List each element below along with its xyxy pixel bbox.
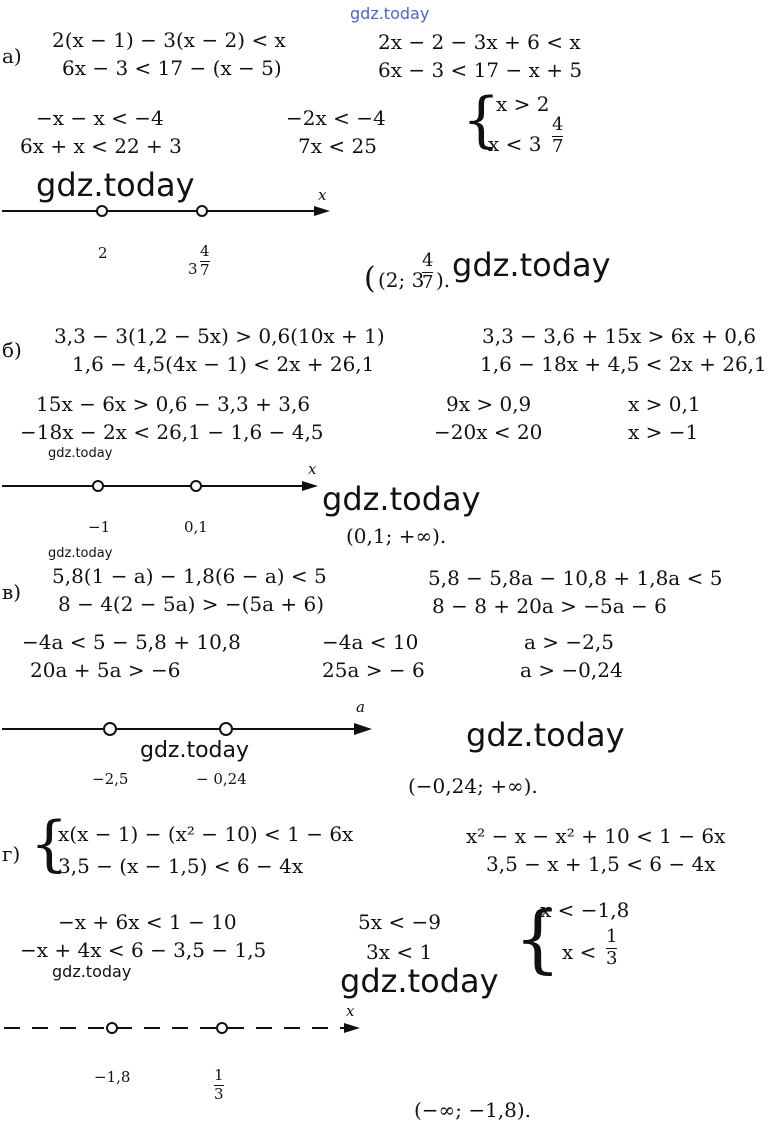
a-line-1: 2(x − 1) − 3(x − 2) < x xyxy=(52,28,286,52)
g-tick-2-num: 1 xyxy=(214,1066,224,1084)
watermark-a-2: gdz.today xyxy=(452,246,611,284)
open-point-b-1 xyxy=(93,481,103,491)
a-system-den: 7 xyxy=(552,135,564,157)
b-line-3: 3,3 − 3,6 + 15x > 6x + 0,6 xyxy=(482,324,757,348)
a-system-line-2: x < 3 xyxy=(488,132,542,156)
v-line-10: a > −0,24 xyxy=(520,658,623,682)
a-system-brace: { xyxy=(462,85,501,155)
v-tick-2: − 0,24 xyxy=(196,770,247,788)
a-answer-den: 7 xyxy=(422,271,434,293)
open-point-a-1 xyxy=(97,206,107,216)
a-answer-paren: ( xyxy=(364,261,376,296)
g-line-8: 3x < 1 xyxy=(366,940,433,964)
v-line-5: −4a < 5 − 5,8 + 10,8 xyxy=(22,630,241,654)
open-point-b-2 xyxy=(191,481,201,491)
section-v-label: в) xyxy=(2,580,22,604)
a-line-5: −x − x < −4 xyxy=(36,106,164,130)
b-axis-var: x xyxy=(308,460,317,478)
watermark-b-2: gdz.today xyxy=(322,480,481,518)
open-point-g-1 xyxy=(107,1023,117,1033)
watermark-a-1: gdz.today xyxy=(36,166,195,204)
b-line-4: 1,6 − 18x + 4,5 < 2x + 26,1 xyxy=(480,352,767,376)
a-tick-1: 2 xyxy=(98,244,108,262)
g-line-1: x(x − 1) − (x² − 10) < 1 − 6x xyxy=(58,822,354,846)
g-line-2: 3,5 − (x − 1,5) < 6 − 4x xyxy=(58,854,304,878)
a-system-line-1: x > 2 xyxy=(496,92,550,116)
g-tick-1: −1,8 xyxy=(94,1068,131,1086)
g-line-7: 5x < −9 xyxy=(358,910,441,934)
watermark-v-3: gdz.today xyxy=(140,738,250,763)
watermark-v-1: gdz.today xyxy=(48,546,113,561)
a-answer-suffix: ). xyxy=(436,268,451,292)
watermark-g-1: gdz.today xyxy=(52,962,132,981)
g-line-5: −x + 6x < 1 − 10 xyxy=(58,910,237,934)
a-line-7: −2x < −4 xyxy=(286,106,386,130)
b-line-8: −20x < 20 xyxy=(434,420,543,444)
watermark-v-2: gdz.today xyxy=(466,716,625,754)
b-line-6: −18x − 2x < 26,1 − 1,6 − 4,5 xyxy=(20,420,324,444)
g-axis-var: x xyxy=(346,1002,355,1020)
section-b-label: б) xyxy=(2,338,22,362)
a-line-2: 6x − 3 < 17 − (x − 5) xyxy=(62,56,282,80)
g-system-brace-2: { xyxy=(514,896,562,982)
a-axis-var: x xyxy=(318,186,327,204)
b-answer: (0,1; +∞). xyxy=(346,524,447,548)
v-line-6: 20a + 5a > −6 xyxy=(30,658,181,682)
v-line-9: a > −2,5 xyxy=(524,630,614,654)
arrow-a xyxy=(314,206,330,216)
arrow-b xyxy=(302,481,318,491)
b-tick-1: −1 xyxy=(88,518,111,536)
watermark-b-1: gdz.today xyxy=(48,446,113,461)
v-line-3: 5,8 − 5,8a − 10,8 + 1,8a < 5 xyxy=(428,566,723,590)
v-line-2: 8 − 4(2 − 5a) > −(5a + 6) xyxy=(58,592,325,616)
b-line-9: x > 0,1 xyxy=(628,392,701,416)
number-line-a xyxy=(2,206,330,216)
v-line-7: −4a < 10 xyxy=(322,630,419,654)
open-point-a-2 xyxy=(197,206,207,216)
a-line-8: 7x < 25 xyxy=(298,134,377,158)
arrow-g xyxy=(344,1023,360,1033)
v-line-4: 8 − 8 + 20a > −5a − 6 xyxy=(432,594,667,618)
a-line-4: 6x − 3 < 17 − x + 5 xyxy=(378,58,583,82)
b-line-7: 9x > 0,9 xyxy=(446,392,532,416)
number-line-g xyxy=(4,1023,360,1033)
b-line-5: 15x − 6x > 0,6 − 3,3 + 3,6 xyxy=(36,392,311,416)
b-line-1: 3,3 − 3(1,2 − 5x) > 0,6(10x + 1) xyxy=(54,324,385,348)
g-system-line-1: x < −1,8 xyxy=(540,898,630,922)
g-answer: (−∞; −1,8). xyxy=(414,1098,532,1122)
b-line-10: x > −1 xyxy=(628,420,699,444)
b-line-2: 1,6 − 4,5(4x − 1) < 2x + 26,1 xyxy=(72,352,375,376)
v-tick-1: −2,5 xyxy=(92,770,129,788)
g-system-den: 3 xyxy=(606,947,618,969)
watermark-g-2: gdz.today xyxy=(340,962,499,1000)
section-a-label: а) xyxy=(2,44,22,68)
v-line-1: 5,8(1 − a) − 1,8(6 − a) < 5 xyxy=(52,564,327,588)
a-tick-2-den: 7 xyxy=(200,260,210,279)
g-system-line-2: x < xyxy=(562,940,597,964)
a-tick-2-num: 4 xyxy=(200,242,210,260)
g-system-brace-1: { xyxy=(30,809,69,879)
a-system-num: 4 xyxy=(552,114,564,135)
a-answer-num: 4 xyxy=(422,250,434,271)
g-line-4: 3,5 − x + 1,5 < 6 − 4x xyxy=(486,852,716,876)
number-line-v xyxy=(2,723,372,735)
g-line-3: x² − x − x² + 10 < 1 − 6x xyxy=(466,824,726,848)
open-point-g-2 xyxy=(217,1023,227,1033)
number-line-b xyxy=(2,481,318,491)
v-answer: (−0,24; +∞). xyxy=(408,774,538,798)
open-point-v-1 xyxy=(104,723,116,735)
arrow-v xyxy=(354,723,372,735)
a-tick-2-whole: 3 xyxy=(188,260,198,278)
v-line-8: 25a > − 6 xyxy=(322,658,425,682)
b-tick-2: 0,1 xyxy=(184,518,208,536)
a-answer-prefix: (2; 3 xyxy=(378,268,425,292)
g-tick-2-den: 3 xyxy=(214,1084,224,1103)
a-line-3: 2x − 2 − 3x + 6 < x xyxy=(378,30,581,54)
section-g-label: г) xyxy=(2,842,21,866)
a-line-6: 6x + x < 22 + 3 xyxy=(20,134,182,158)
g-line-6: −x + 4x < 6 − 3,5 − 1,5 xyxy=(20,938,267,962)
g-system-num: 1 xyxy=(606,926,618,947)
v-axis-var: a xyxy=(356,698,365,716)
watermark-top: gdz.today xyxy=(350,4,430,23)
open-point-v-2 xyxy=(220,723,232,735)
